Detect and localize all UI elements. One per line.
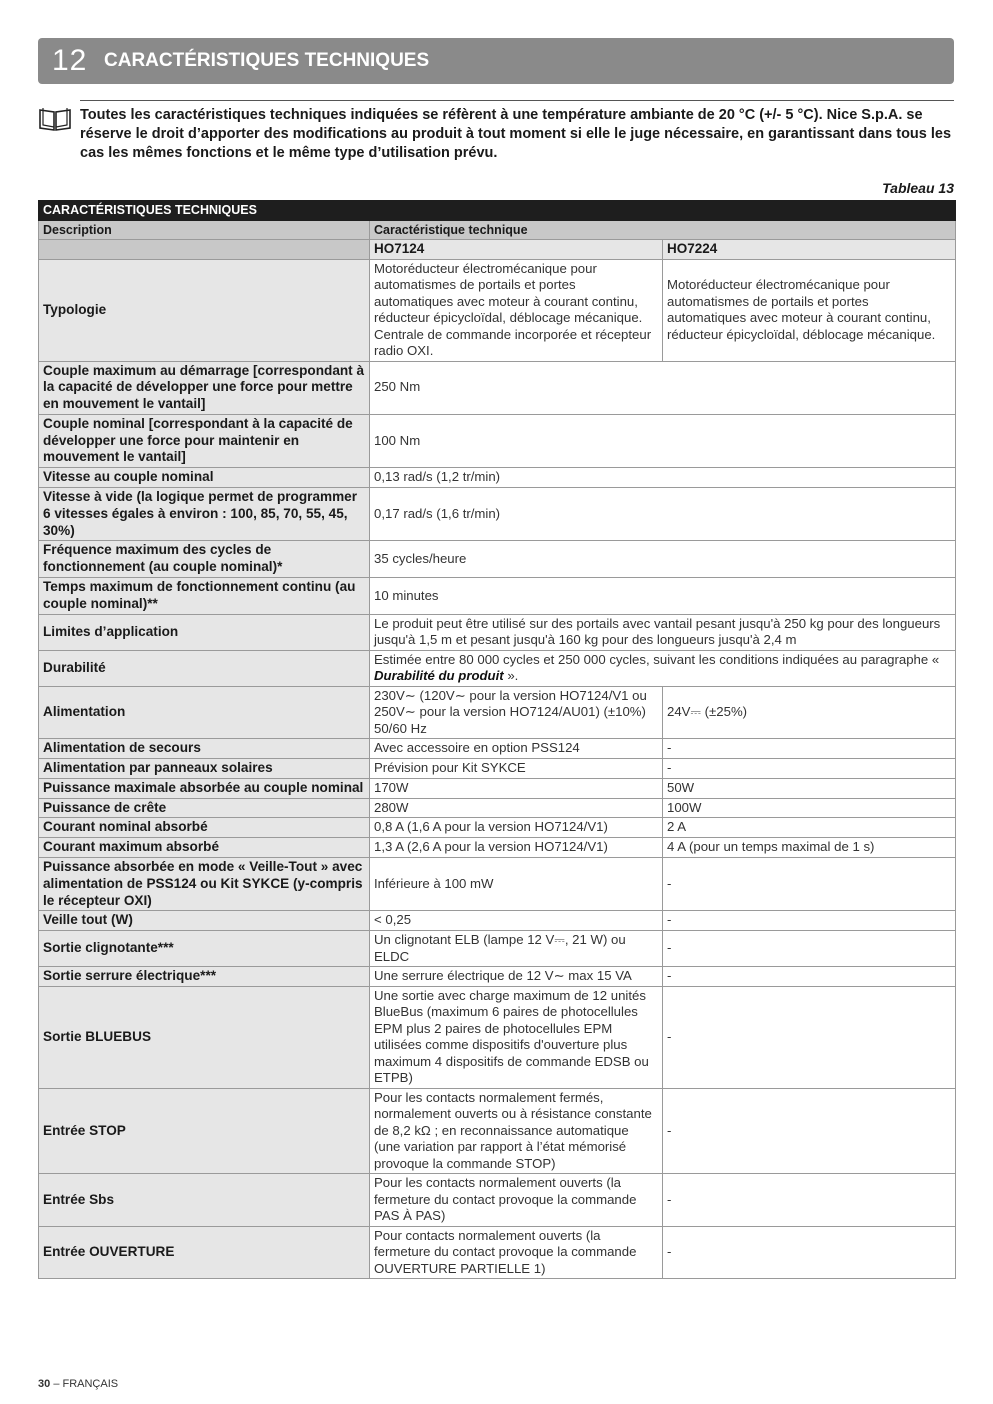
- row-value: 35 cycles/heure: [370, 541, 956, 578]
- value-emphasis: Durabilité du produit: [374, 668, 504, 684]
- table-row: [39, 488, 956, 541]
- table-row: [39, 1088, 956, 1174]
- table-row: [39, 259, 956, 361]
- row-label: Typologie: [39, 259, 370, 361]
- table-row: [39, 838, 956, 858]
- value-ho7124: Pour contacts normalement ouverts (la fermeture du contact provoque la commande OUVERTURE PARTIELLE 1): [370, 1226, 663, 1279]
- section-number: 12: [52, 44, 88, 77]
- row-label: Sortie clignotante***: [39, 931, 370, 967]
- value-ho7124: 1,3 A (2,6 A pour la version HO7124/V1): [370, 838, 663, 858]
- table-title-row: [39, 201, 956, 221]
- value-ho7124: 0,8 A (1,6 A pour la version HO7124/V1): [370, 818, 663, 838]
- row-label: Sortie BLUEBUS: [39, 986, 370, 1088]
- row-value: 100 Nm: [370, 414, 956, 467]
- table-row: [39, 911, 956, 931]
- table-row: [39, 798, 956, 818]
- table-row: [39, 818, 956, 838]
- row-label: Puissance maximale absorbée au couple nominal: [39, 778, 370, 798]
- page-language: – FRANÇAIS: [53, 1378, 119, 1390]
- row-value: Le produit peut être utilisé sur des portails avec vantail pesant jusqu'à 250 kg pour des longueurs jusqu'à 1,5 m et pesant jusqu'à 160 kg pour des longueurs jusqu'à 2,4 m: [370, 614, 956, 650]
- note-text: Toutes les caractéristiques techniques indiquées se réfèrent à une température ambiante de 20 °C (+/- 5 °C). Nice S.p.A. se réserve le droit d’apporter des modifications au produit à tout moment si elle le juge nécessaire, en garantissant dans tous les cas les mêmes fonctions et le même type d’utilisation prévu.: [80, 107, 952, 161]
- row-label: Entrée Sbs: [39, 1174, 370, 1227]
- table-row: [39, 578, 956, 615]
- table-row: [39, 986, 956, 1088]
- row-label: Entrée STOP: [39, 1088, 370, 1174]
- value-ho7224: -: [663, 931, 956, 967]
- value-ho7224: Motoréducteur électromécanique pour automatismes de portails et portes automatiques avec moteur à courant continu, réducteur épicycloïdal, déblocage mécanique.: [663, 259, 956, 361]
- page-number: 30: [38, 1378, 51, 1390]
- value-ho7224: -: [663, 1226, 956, 1279]
- value-ho7224: -: [663, 986, 956, 1088]
- value-ho7124: 170W: [370, 778, 663, 798]
- row-label: Durabilité: [39, 650, 370, 686]
- row-label: Temps maximum de fonctionnement continu (au couple nominal)**: [39, 578, 370, 615]
- col-characteristic: Caractéristique technique: [370, 220, 956, 240]
- table-row: [39, 361, 956, 414]
- note-divider: [80, 100, 954, 101]
- value-text: Estimée entre 80 000 cycles et 250 000 cycles, suivant les conditions indiquées au paragraphe «: [374, 651, 940, 667]
- row-value: [370, 650, 956, 686]
- value-ho7124: 280W: [370, 798, 663, 818]
- table-row: [39, 614, 956, 650]
- table-row: [39, 1226, 956, 1279]
- table-title: CARACTÉRISTIQUES TECHNIQUES: [39, 201, 956, 221]
- value-ho7224: 50W: [663, 778, 956, 798]
- models-row: [39, 240, 956, 260]
- table-row: [39, 1174, 956, 1227]
- row-value: 0,13 rad/s (1,2 tr/min): [370, 468, 956, 488]
- value-ho7224: -: [663, 911, 956, 931]
- value-ho7224: -: [663, 857, 956, 910]
- row-value: 0,17 rad/s (1,6 tr/min): [370, 488, 956, 541]
- value-ho7224: -: [663, 1174, 956, 1227]
- row-label: Puissance de crête: [39, 798, 370, 818]
- row-label: Alimentation par panneaux solaires: [39, 758, 370, 778]
- model-ho7124: HO7124: [370, 240, 663, 260]
- table-row: [39, 758, 956, 778]
- value-end: ».: [507, 668, 519, 684]
- value-ho7224: -: [663, 967, 956, 987]
- value-ho7124: Motoréducteur électromécanique pour automatismes de portails et portes automatiques avec moteur à courant continu, réducteur épicycloïdal, déblocage mécanique. Centrale de commande incorporée et récepteur radio OXI.: [370, 259, 663, 361]
- value-ho7124: Avec accessoire en option PSS124: [370, 739, 663, 759]
- col-description: Description: [39, 220, 370, 240]
- row-label: Veille tout (W): [39, 911, 370, 931]
- models-blank-cell: [39, 240, 370, 260]
- value-ho7124: 230V∼ (120V∼ pour la version HO7124/V1 ou 250V∼ pour la version HO7124/AU01) (±10%) 50/60 Hz: [370, 686, 663, 739]
- page-footer: [38, 1378, 118, 1390]
- row-label: Couple nominal [correspondant à la capacité de développer une force pour maintenir en mouvement le vantail]: [39, 414, 370, 467]
- row-label: Vitesse au couple nominal: [39, 468, 370, 488]
- value-ho7124: Pour les contacts normalement fermés, normalement ouverts ou à résistance constante de 8,2 kΩ ; en reconnaissance automatique (une variation par rapport à l’état mémorisé provoque la commande STOP): [370, 1088, 663, 1174]
- value-ho7224: 4 A (pour un temps maximal de 1 s): [663, 838, 956, 858]
- table-row: [39, 931, 956, 967]
- row-label: Vitesse à vide (la logique permet de programmer 6 vitesses égales à environ : 100, 85, 70, 55, 45, 30%): [39, 488, 370, 541]
- value-ho7124: Une serrure électrique de 12 V∼ max 15 VA: [370, 967, 663, 987]
- row-label: Fréquence maximum des cycles de fonctionnement (au couple nominal)*: [39, 541, 370, 578]
- specs-table: [38, 200, 956, 1279]
- value-ho7224: 2 A: [663, 818, 956, 838]
- table-row: [39, 541, 956, 578]
- row-label: Entrée OUVERTURE: [39, 1226, 370, 1279]
- table-row: [39, 650, 956, 686]
- row-label: Courant nominal absorbé: [39, 818, 370, 838]
- value-ho7224: 100W: [663, 798, 956, 818]
- table-row: [39, 468, 956, 488]
- table-row: [39, 414, 956, 467]
- book-icon: [38, 106, 72, 132]
- row-label: Couple maximum au démarrage [correspondant à la capacité de développer une force pour mettre en mouvement le vantail]: [39, 361, 370, 414]
- row-label: Alimentation de secours: [39, 739, 370, 759]
- row-label: Puissance absorbée en mode « Veille-Tout » avec alimentation de PSS124 ou Kit SYKCE (y-compris le récepteur OXI): [39, 857, 370, 910]
- table-header-row: [39, 220, 956, 240]
- value-ho7224: -: [663, 1088, 956, 1174]
- value-ho7124: < 0,25: [370, 911, 663, 931]
- table-row: [39, 686, 956, 739]
- value-ho7224: 24V⎓ (±25%): [663, 686, 956, 739]
- row-value: 250 Nm: [370, 361, 956, 414]
- row-value: 10 minutes: [370, 578, 956, 615]
- value-ho7224: -: [663, 739, 956, 759]
- section-title: CARACTÉRISTIQUES TECHNIQUES: [104, 50, 430, 71]
- value-ho7124: Pour les contacts normalement ouverts (la fermeture du contact provoque la commande PAS À PAS): [370, 1174, 663, 1227]
- table-caption: Tableau 13: [882, 180, 954, 196]
- value-ho7124: Inférieure à 100 mW: [370, 857, 663, 910]
- table-row: [39, 857, 956, 910]
- row-label: Alimentation: [39, 686, 370, 739]
- section-header: [38, 38, 954, 84]
- table-row: [39, 739, 956, 759]
- row-label: Limites d’application: [39, 614, 370, 650]
- value-ho7124: Prévision pour Kit SYKCE: [370, 758, 663, 778]
- row-label: Sortie serrure électrique***: [39, 967, 370, 987]
- table-row: [39, 778, 956, 798]
- table-row: [39, 967, 956, 987]
- model-ho7224: HO7224: [663, 240, 956, 260]
- value-ho7124: Un clignotant ELB (lampe 12 V⎓, 21 W) ou ELDC: [370, 931, 663, 967]
- value-ho7124: Une sortie avec charge maximum de 12 unités BlueBus (maximum 6 paires de photocellules EPM plus 2 paires de photocellules EPM utilisées comme dispositifs d'ouverture plus maximum 4 dispositifs de commande EDSB ou ETPB): [370, 986, 663, 1088]
- row-label: Courant maximum absorbé: [39, 838, 370, 858]
- value-ho7224: -: [663, 758, 956, 778]
